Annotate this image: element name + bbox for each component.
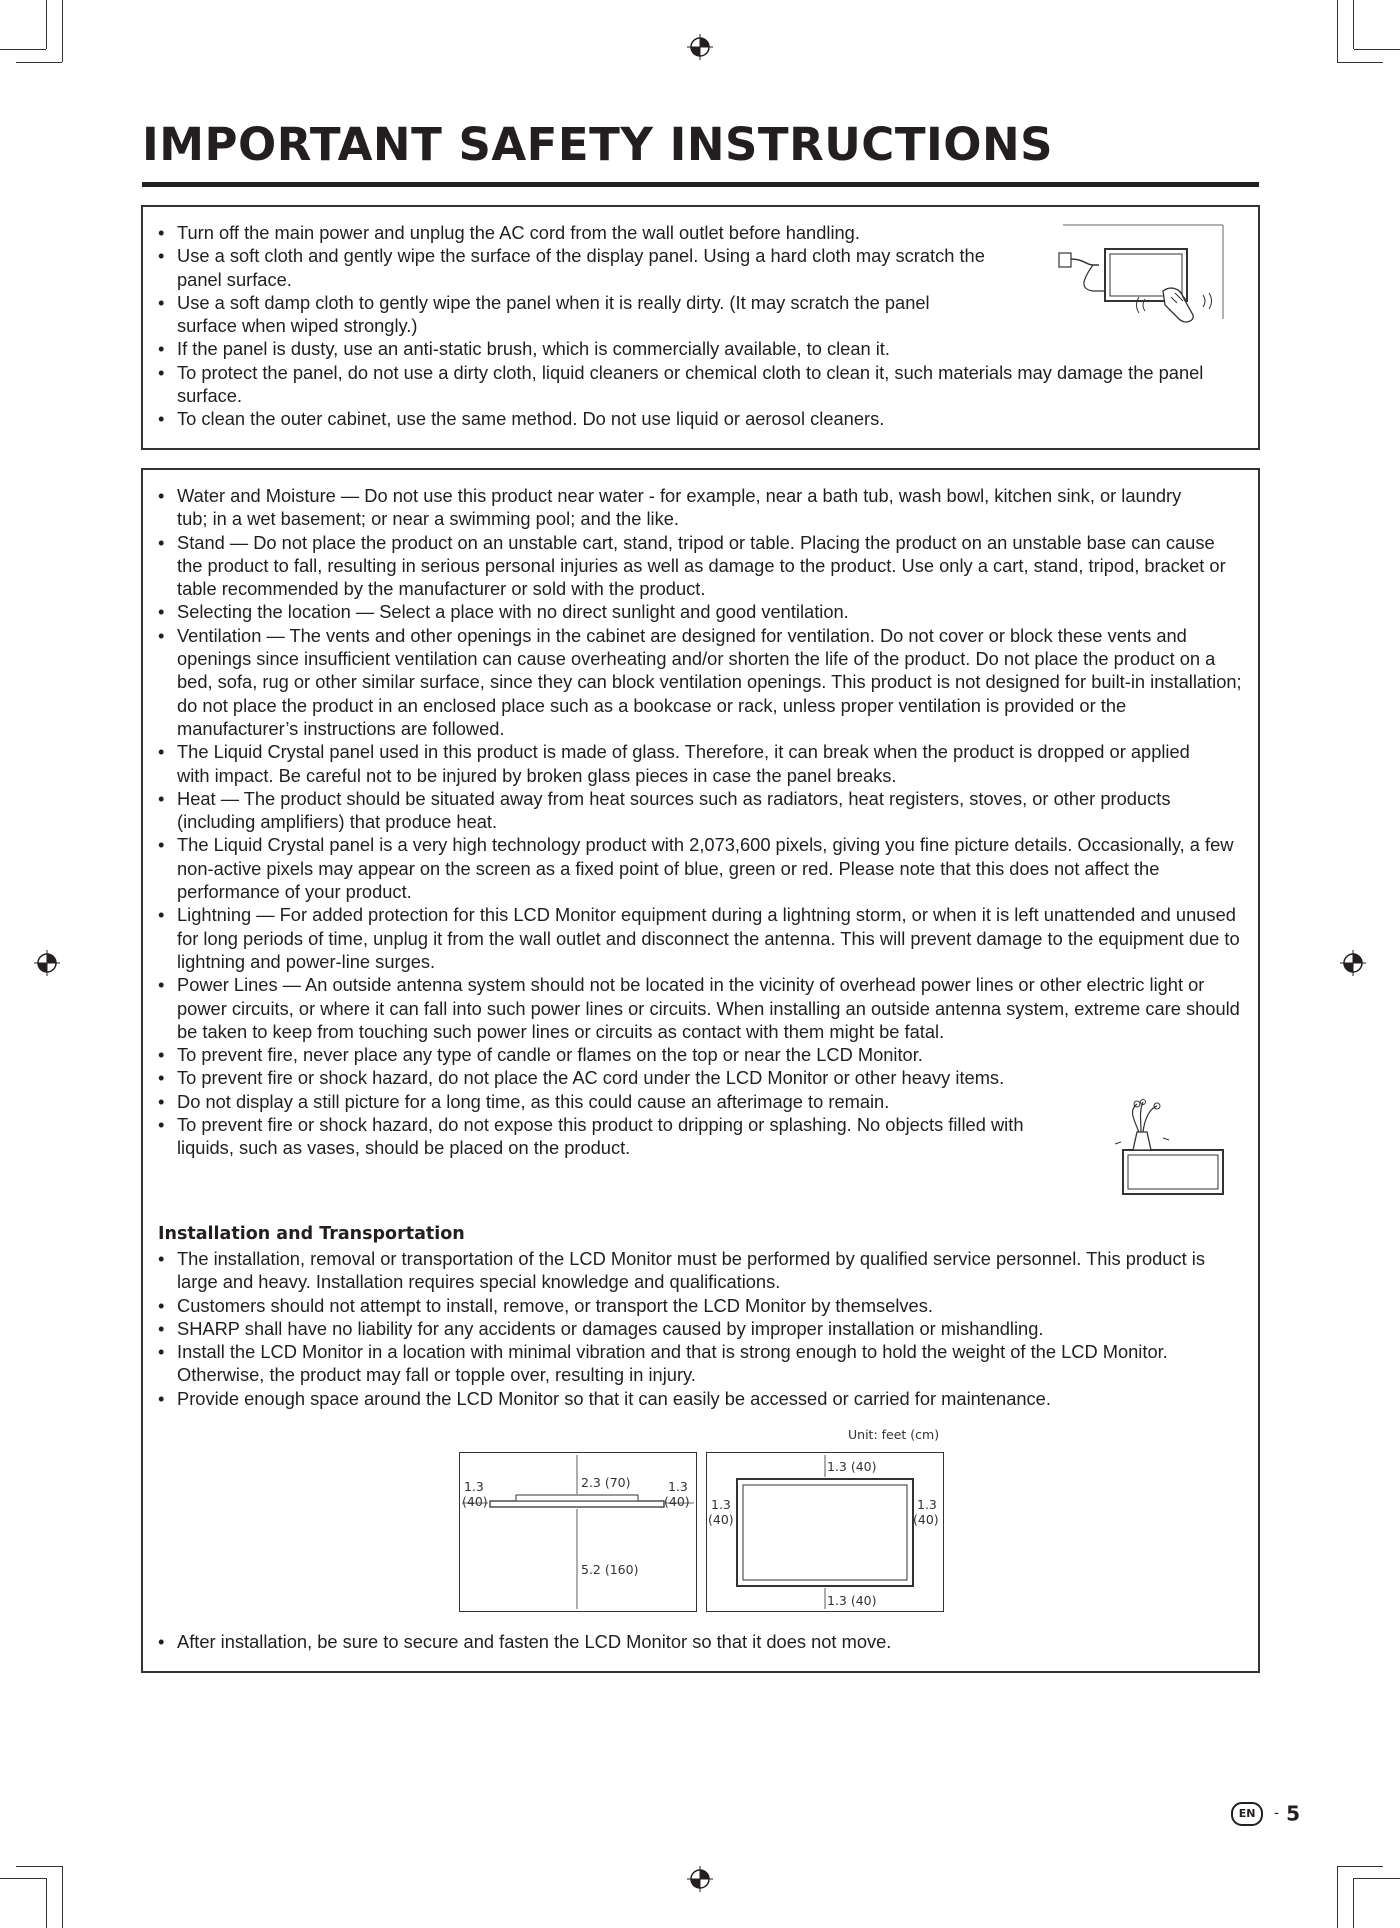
registration-mark-bottom <box>687 1866 713 1892</box>
list-item: • Customers should not attempt to install, remove, or transport the LCD Monitor by themselves. <box>143 1294 1245 1317</box>
cleaning-box <box>141 205 1260 450</box>
list-item: • Provide enough space around the LCD Monitor so that it can easily be accessed or carried for maintenance. <box>143 1387 1245 1410</box>
top-view-right-value: 1.3 <box>668 1479 688 1494</box>
list-item: • Install the LCD Monitor in a location with minimal vibration and that is strong enough to hold the weight of the LCD Monitor. Otherwise, the product may fall or topple over, resulting in injury. <box>143 1340 1217 1387</box>
list-item: • After installation, be sure to secure and fasten the LCD Monitor so that it does not move. <box>143 1630 1245 1653</box>
front-view-diagram <box>706 1452 944 1612</box>
list-item: • SHARP shall have no liability for any accidents or damages caused by improper installation or mishandling. <box>143 1317 1245 1340</box>
list-item: • Water and Moisture — Do not use this product near water - for example, near a bath tub, wash bowl, kitchen sink, or laundry tub; in a wet basement; or near a swimming pool; and the like. <box>143 484 1207 531</box>
list-item: • Ventilation — The vents and other openings in the cabinet are designed for ventilation. Do not cover or block these vents and openings since insufficient ventilation can cause overheating and/or shorten the life of the product. Do not place the product on a bed, sofa, rug or other similar surface, since they can block ventilation openings. This product is not designed for built-in installation; do not place the product in an enclosed place such as a bookcase or rack, unless proper ventilation is provided or the manufacturer’s instructions are followed. <box>143 624 1245 740</box>
top-view-front-clearance: 5.2 (160) <box>581 1562 639 1577</box>
page-separator: - <box>1274 1805 1280 1822</box>
top-view-right-unit: (40) <box>664 1494 690 1509</box>
list-item: • Use a soft damp cloth to gently wipe the panel when it is really dirty. (It may scratch the panel surface when wiped strongly.) <box>143 291 957 338</box>
front-view-top-clearance: 1.3 (40) <box>827 1459 877 1474</box>
list-item: • Power Lines — An outside antenna system should not be located in the vicinity of overhead power lines or other electric light or power circuits, or where it can fall into such power lines or circuits. When installing an outside antenna system, extreme care should be taken to keep from touching such power lines or circuits as contact with them might be fatal. <box>143 973 1245 1043</box>
registration-mark-top <box>687 34 713 60</box>
vase-on-monitor-illustration <box>1093 1098 1233 1198</box>
list-item: • To prevent fire or shock hazard, do not place the AC cord under the LCD Monitor or other heavy items. <box>143 1066 1057 1089</box>
list-item: • To protect the panel, do not use a dirty cloth, liquid cleaners or chemical cloth to clean it, such materials may damage the panel surface. <box>143 361 1235 408</box>
front-view-left-value: 1.3 <box>711 1497 731 1512</box>
final-list <box>143 1630 1245 1653</box>
top-view-diagram <box>459 1452 697 1612</box>
page-title: IMPORTANT SAFETY INSTRUCTIONS <box>142 118 1054 171</box>
front-view-right-value: 1.3 <box>917 1497 937 1512</box>
wiping-panel-illustration <box>1053 219 1233 329</box>
registration-mark-right <box>1340 950 1366 976</box>
list-item: • To clean the outer cabinet, use the same method. Do not use liquid or aerosol cleaners. <box>143 407 1235 430</box>
list-item: • Do not display a still picture for a long time, as this could cause an afterimage to remain. <box>143 1090 1077 1113</box>
installation-list <box>143 1247 1245 1410</box>
list-item: • The Liquid Crystal panel used in this product is made of glass. Therefore, it can break when the product is dropped or applied with impact. Be careful not to be injured by broken glass pieces in case the panel breaks. <box>143 740 1227 787</box>
top-view-left-unit: (40) <box>462 1494 488 1509</box>
list-item: • The Liquid Crystal panel is a very high technology product with 2,073,600 pixels, giving you fine picture details. Occasionally, a few non-active pixels may appear on the screen as a fixed point of blue, green or red. Please note that this does not affect the performance of your product. <box>143 833 1245 903</box>
unit-label: Unit: feet (cm) <box>848 1427 940 1442</box>
page-number: 5 <box>1286 1801 1300 1826</box>
list-item: • Selecting the location — Select a place with no direct sunlight and good ventilation. <box>143 600 1245 623</box>
list-item: • If the panel is dusty, use an anti-static brush, which is commercially available, to clean it. <box>143 337 1057 360</box>
top-view-monitor <box>460 1453 696 1611</box>
installation-heading: Installation and Transportation <box>158 1224 465 1244</box>
page-number-footer <box>1231 1800 1300 1826</box>
list-item: • Use a soft cloth and gently wipe the surface of the display panel. Using a hard cloth may scratch the panel surface. <box>143 244 1017 291</box>
list-item: • Stand — Do not place the product on an unstable cart, stand, tripod or table. Placing the product on an unstable base can cause the product to fall, resulting in serious personal injuries as well as damage to the product. Use only a cart, stand, tripod, bracket or table recommended by the manufacturer or sold with the product. <box>143 531 1245 601</box>
list-item: • To prevent fire or shock hazard, do not expose this product to dripping or splashing. No objects filled with liquids, such as vases, should be placed on the product. <box>143 1113 1037 1160</box>
list-item: • The installation, removal or transportation of the LCD Monitor must be performed by qualified service personnel. This product is large and heavy. Installation requires special knowledge and qualifications. <box>143 1247 1245 1294</box>
registration-mark-left <box>34 950 60 976</box>
front-view-monitor <box>707 1453 943 1611</box>
safety-box <box>141 468 1260 1673</box>
list-item: • Lightning — For added protection for this LCD Monitor equipment during a lightning storm, or when it is left unattended and unused for long periods of time, unplug it from the wall outlet and disconnect the antenna. This will prevent damage to the equipment due to lightning and power-line surges. <box>143 903 1245 973</box>
title-rule <box>142 182 1259 187</box>
front-view-bottom-clearance: 1.3 (40) <box>827 1593 877 1608</box>
list-item: • Heat — The product should be situated away from heat sources such as radiators, heat registers, stoves, or other products (including amplifiers) that produce heat. <box>143 787 1217 834</box>
language-badge: EN <box>1231 1802 1263 1826</box>
front-view-left-unit: (40) <box>708 1512 734 1527</box>
top-view-back-clearance: 2.3 (70) <box>581 1475 631 1490</box>
list-item: • Turn off the main power and unplug the AC cord from the wall outlet before handling. <box>143 221 1007 244</box>
front-view-right-unit: (40) <box>913 1512 939 1527</box>
list-item: • To prevent fire, never place any type of candle or flames on the top or near the LCD Monitor. <box>143 1043 1077 1066</box>
top-view-left-value: 1.3 <box>464 1479 484 1494</box>
safety-list <box>143 484 1245 1160</box>
